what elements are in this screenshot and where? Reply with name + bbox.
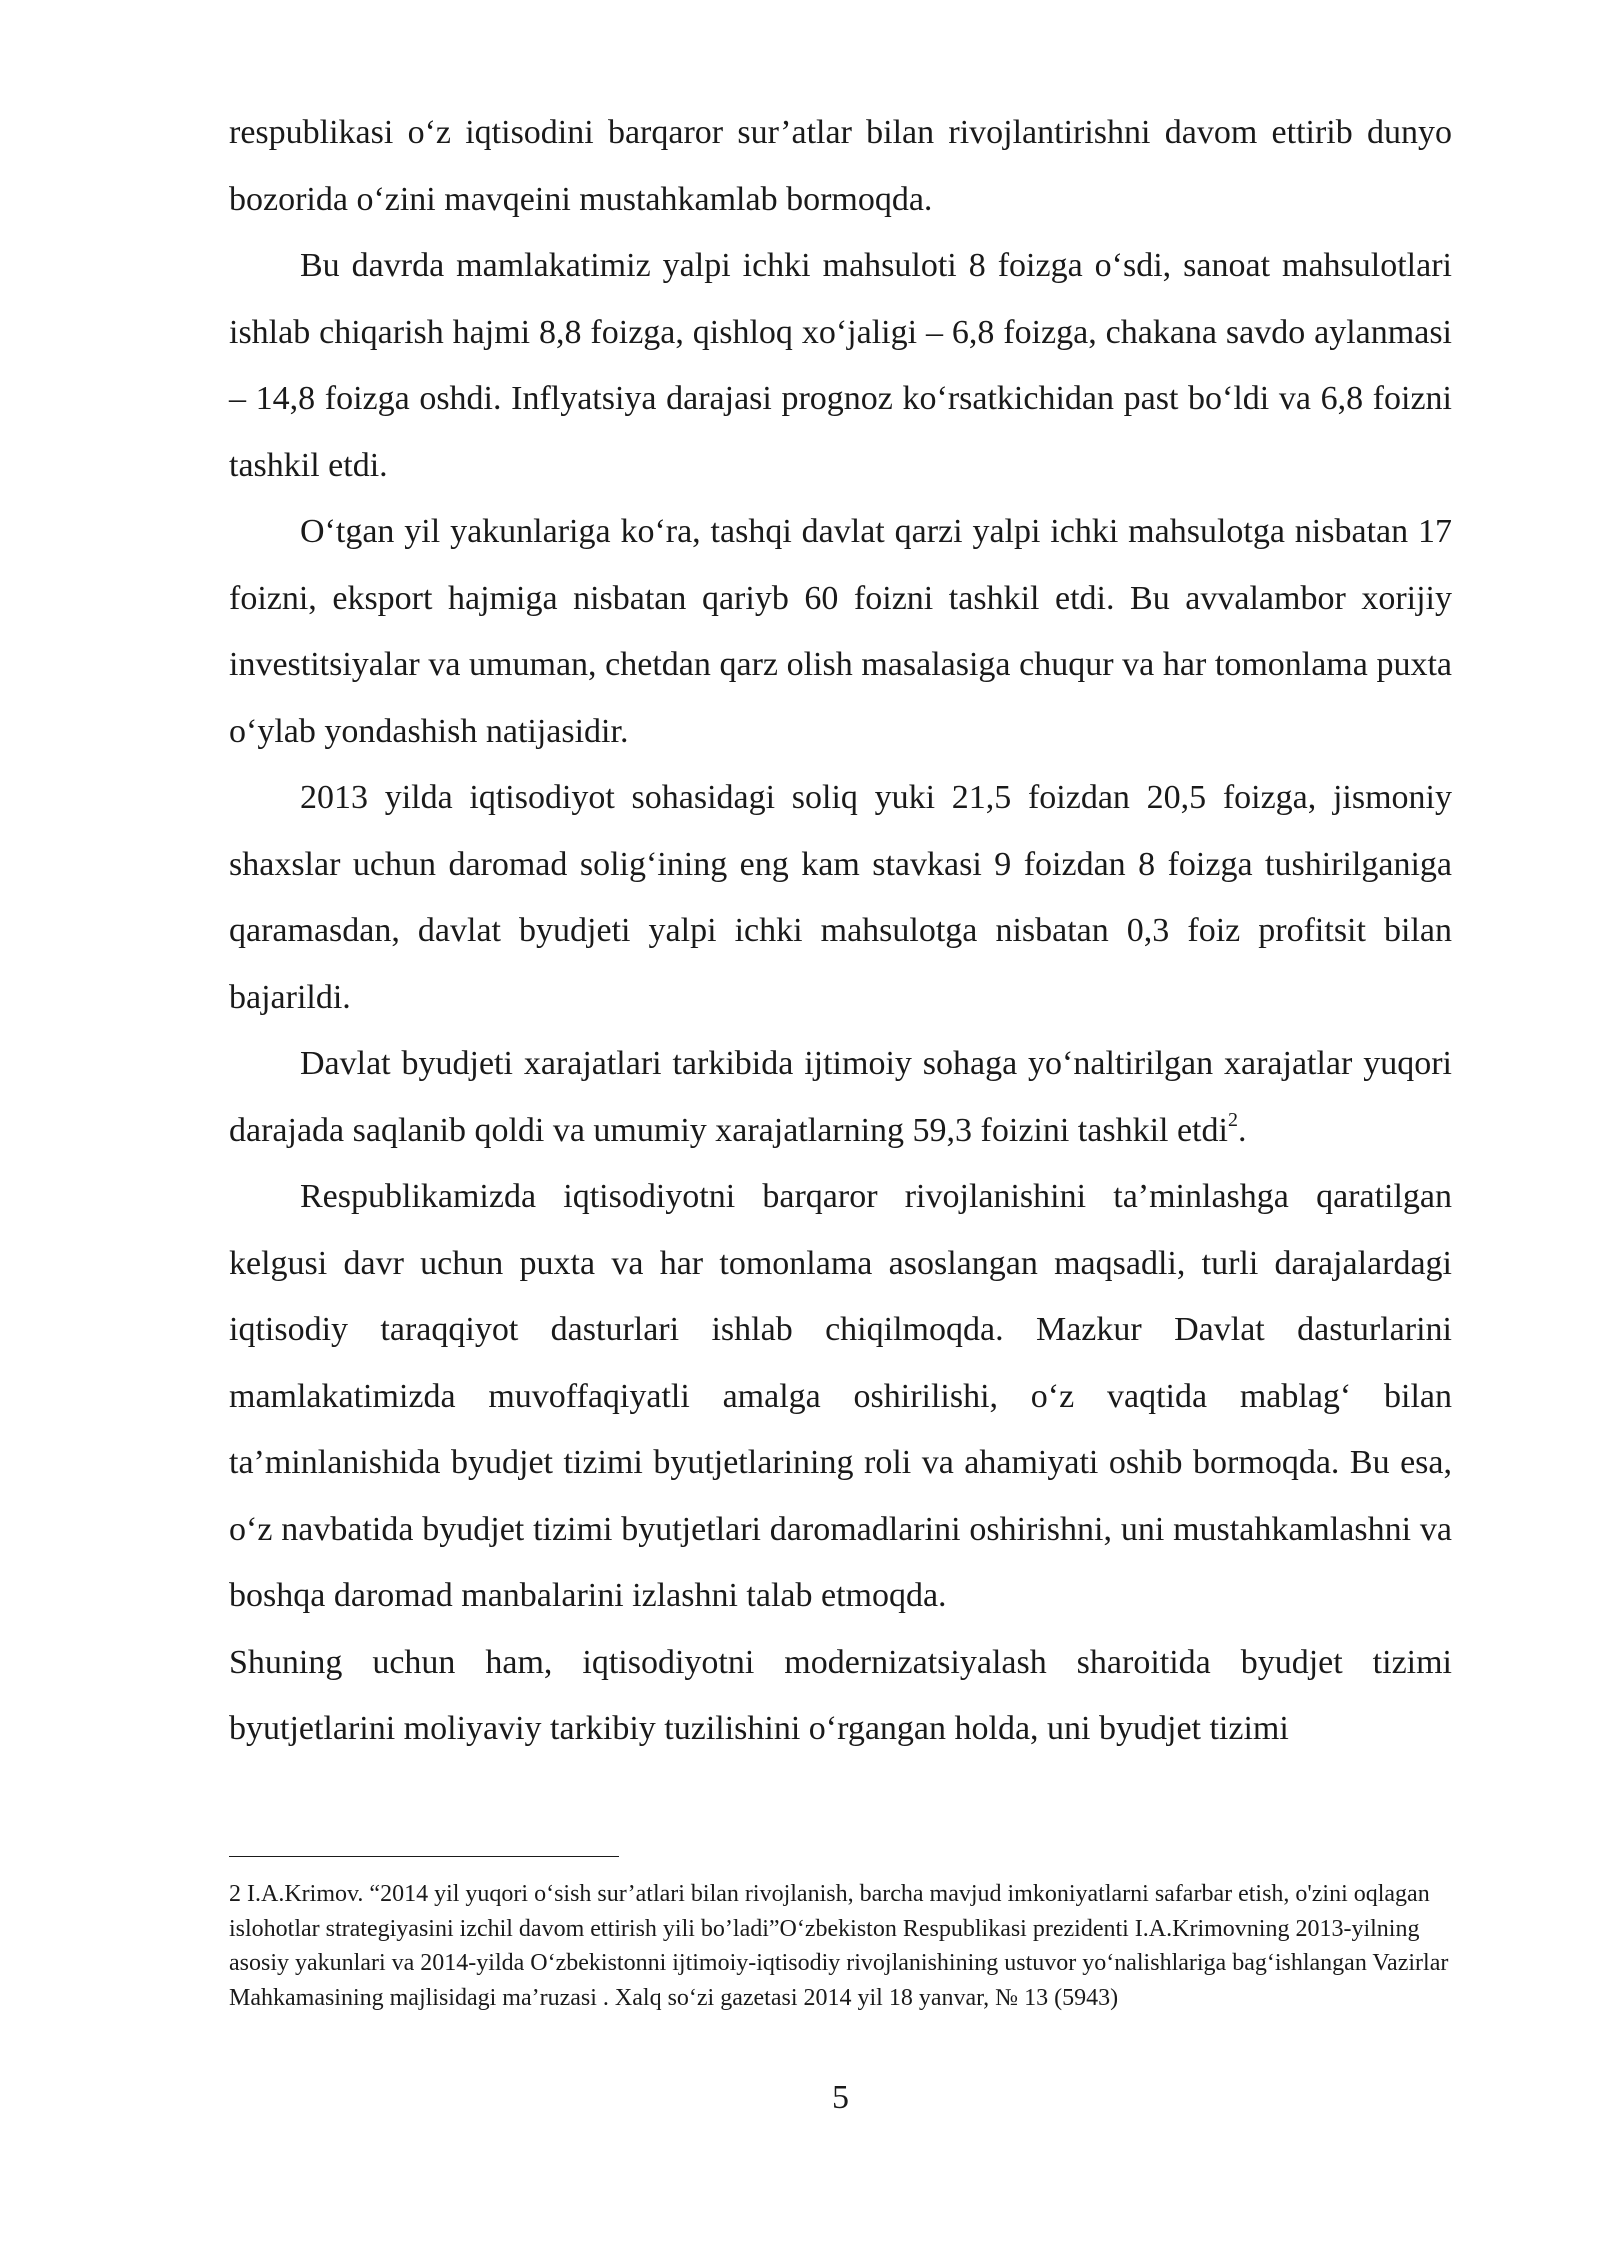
body-text: [229, 100, 1452, 1763]
footnote-text: 2 I.A.Krimov. “2014 yil yuqori o‘sish sur’atlari bilan rivojlanish, barcha mavjud imkoniyatlarni safarbar etish, o'zini oqlagan islohotlar strategiyasini izchil davom ettirish yili bo’ladi”O‘zbekiston Respublikasi prezidenti I.A.Krimovning 2013-yilning asosiy yakunlari va 2014-yilda O‘zbekistonni ijtimoiy-iqtisodiy rivojlanishining ustuvor yo‘nalishlariga bag‘ishlangan Vazirlar Mahkamasining majlisidagi ma’ruzasi . Xalq so‘zi gazetasi 2014 yil 18 yanvar, № 13 (5943): [229, 1881, 1449, 2011]
page-number: 5: [832, 2079, 849, 2116]
paragraph-5-text: Davlat byudjeti xarajatlari tarkibida ijtimoiy sohaga yo‘naltirilgan xarajatlar yuqori darajada saqlanib qoldi va umumiy xarajatlarning 59,3 foizini tashkil etdi: [229, 1045, 1452, 1149]
paragraph-4: 2013 yilda iqtisodiyot sohasidagi soliq yuki 21,5 foizdan 20,5 foizga, jismoniy shaxslar uchun daromad solig‘ining eng kam stavkasi 9 foizdan 8 foizga tushirilganiga qaramasdan, davlat byudjeti yalpi ichki mahsulotga nisbatan 0,3 foiz profitsit bilan bajarildi.: [229, 779, 1452, 1016]
paragraph-6: Respublikamizda iqtisodiyotni barqaror rivojlanishini ta’minlashga qaratilgan kelgusi davr uchun puxta va har tomonlama asoslangan maqsadli, turli darajalardagi iqtisodiy taraqqiyot dasturlari ishlab chiqilmoqda. Mazkur Davlat dasturlarini mamlakatimizda muvoffaqiyatli amalga oshirilishi, o‘z vaqtida mablag‘ bilan ta’minlanishida byudjet tizimi byutjetlarining roli va ahamiyati oshib bormoqda. Bu esa, o‘z navbatida byudjet tizimi byutjetlari daromadlarini oshirishni, uni mustahkamlashni va boshqa daromad manbalarini izlashni talab etmoqda.: [229, 1178, 1452, 1614]
document-page: [229, 0, 1452, 2262]
paragraph-5-tail: .: [1237, 1111, 1247, 1149]
paragraph-3: O‘tgan yil yakunlariga ko‘ra, tashqi davlat qarzi yalpi ichki mahsulotga nisbatan 17 foizni, eksport hajmiga nisbatan qariyb 60 foizni tashkil etdi. Bu avvalambor xorijiy investitsiyalar va umuman, chetdan qarz olish masalasiga chuqur va har tomonlama puxta o‘ylab yondashish natijasidir.: [229, 513, 1452, 750]
footnote-separator: [229, 1856, 619, 1857]
footnote-reference[interactable]: 2: [1227, 1108, 1238, 1131]
paragraph-1: respublikasi o‘z iqtisodini barqaror sur’atlar bilan rivojlantirishni davom ettirib dunyo bozorida o‘zini mavqeini mustahkamlab bormoqda.: [229, 114, 1452, 218]
paragraph-5: [229, 1031, 1452, 1164]
paragraph-2: Bu davrda mamlakatimiz yalpi ichki mahsuloti 8 foizga o‘sdi, sanoat mahsulotlari ishlab chiqarish hajmi 8,8 foizga, qishloq xo‘jaligi – 6,8 foizga, chakana savdo aylanmasi – 14,8 foizga oshdi. Inflyatsiya darajasi prognoz ko‘rsatkichidan past bo‘ldi va 6,8 foizni tashkil etdi.: [229, 247, 1452, 484]
paragraph-7: Shuning uchun ham, iqtisodiyotni modernizatsiyalash sharoitida byudjet tizimi byutjetlarini moliyaviy tarkibiy tuzilishini o‘rgangan holda, uni byudjet tizimi: [229, 1643, 1452, 1747]
